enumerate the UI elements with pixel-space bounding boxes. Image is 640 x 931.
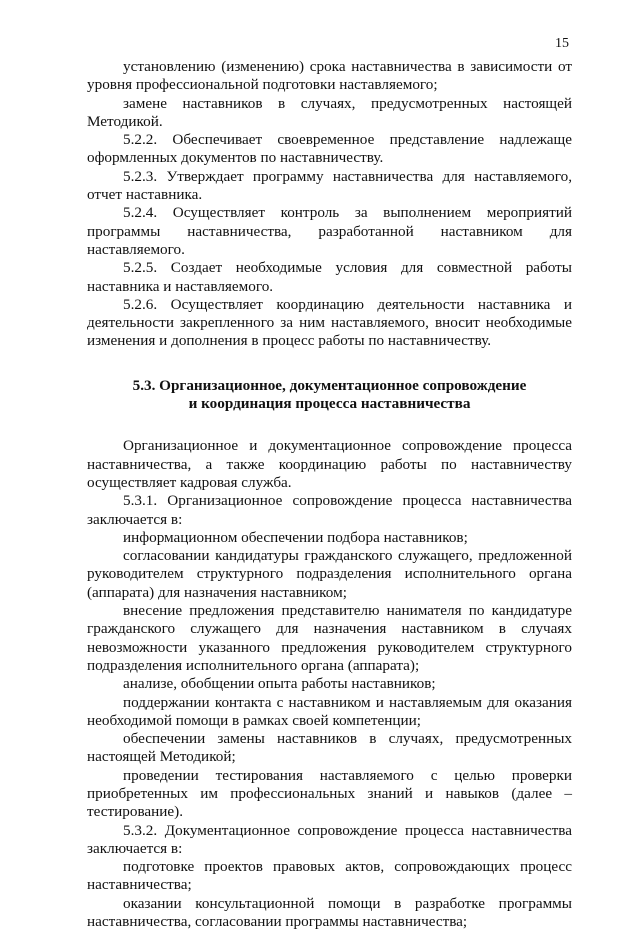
paragraph: 5.3.1. Организационное сопровождение процесса наставничества заключается в:	[87, 492, 572, 528]
paragraph: поддержании контакта с наставником и наставляемым для оказания необходимой помощи в рамках своей компетенции;	[87, 693, 572, 729]
paragraph: анализе, обобщении опыта работы наставников;	[123, 675, 436, 693]
paragraph: подготовке проектов правовых актов, сопровождающих процесс наставничества;	[87, 858, 572, 894]
paragraph: 5.3.2. Документационное сопровождение процесса наставничества заключается в:	[87, 821, 572, 857]
paragraph: информационном обеспечении подбора наставников;	[123, 528, 468, 546]
paragraph: согласовании кандидатуры гражданского служащего, предложенной руководителем структурного подразделения исполнительного органа (аппарата) для назначения наставником;	[87, 547, 572, 601]
section-heading-line-2: и координация процесса наставничества	[188, 395, 471, 413]
paragraph: установлению (изменению) срока наставничества в зависимости от уровня профессиональной подготовки наставляемого;	[87, 58, 572, 94]
paragraph: Организационное и документационное сопровождение процесса наставничества, а также координацию работы по наставничеству осуществляет кадровая служба.	[87, 437, 572, 491]
paragraph: 5.2.4. Осуществляет контроль за выполнением мероприятий программы наставничества, разработанной наставником для наставляемого.	[87, 204, 572, 258]
paragraph: 5.2.2. Обеспечивает своевременное представление надлежаще оформленных документов по наставничеству.	[87, 131, 572, 167]
paragraph: 5.2.6. Осуществляет координацию деятельности наставника и деятельности закрепленного за ним наставляемого, вносит необходимые изменения и дополнения в процесс работы по наставничеству.	[87, 295, 572, 350]
section-heading-line-1: 5.3. Организационное, документационное сопровождение	[132, 376, 527, 394]
paragraph: проведении тестирования наставляемого с целью проверки приобретенных им профессиональных знаний и навыков (далее – тестирование).	[87, 766, 572, 821]
paragraph: оказании консультационной помощи в разработке программы наставничества, согласовании программы наставничества;	[87, 894, 572, 931]
paragraph: обеспечении замены наставников в случаях, предусмотренных настоящей Методикой;	[87, 730, 572, 766]
paragraph: замене наставников в случаях, предусмотренных настоящей Методикой.	[87, 94, 572, 130]
paragraph: 5.2.3. Утверждает программу наставничества для наставляемого, отчет наставника.	[87, 167, 572, 204]
section-heading	[87, 377, 572, 414]
page-number: 15	[555, 36, 569, 51]
document-body	[87, 58, 572, 931]
paragraph: внесение предложения представителю нанимателя по кандидатуре гражданского служащего для назначения наставником в случаях невозможности указанного предложения руководителем структурного подразделения исполнительного органа (аппарата);	[87, 602, 572, 674]
paragraph: 5.2.5. Создает необходимые условия для совместной работы наставника и наставляемого.	[87, 259, 572, 295]
